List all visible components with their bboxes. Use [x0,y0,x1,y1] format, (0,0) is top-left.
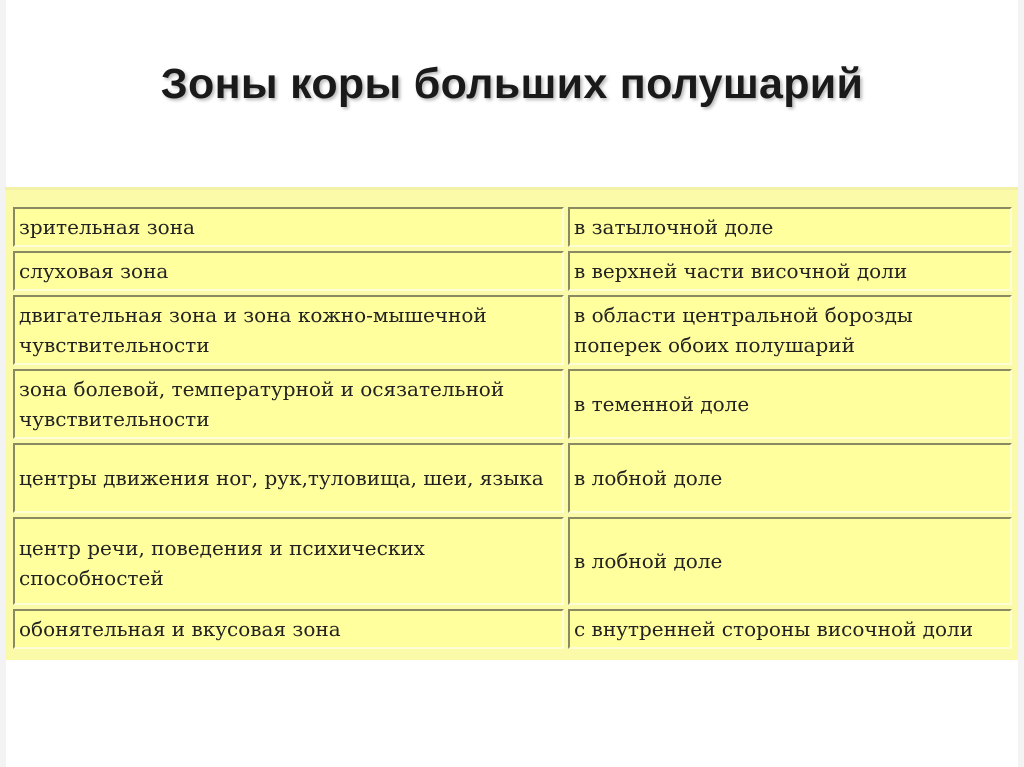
table-row [13,207,1012,247]
table-row [13,443,1012,513]
zone-cell: обонятельная и вкусовая зона [13,609,564,649]
table-container [5,187,1018,660]
table-row [13,517,1012,605]
location-cell: в лобной доле [568,443,1012,513]
zone-cell: зрительная зона [13,207,564,247]
location-cell: в теменной доле [568,369,1012,439]
table-row [13,369,1012,439]
location-cell: с внутренней стороны височной доли [568,609,1012,649]
location-cell: в верхней части височной доли [568,251,1012,291]
location-cell: в затылочной доле [568,207,1012,247]
table-row [13,251,1012,291]
cortex-zones-table [9,203,1016,653]
location-cell: в лобной доле [568,517,1012,605]
location-cell: в области центральной борозды поперек обоих полушарий [568,295,1012,365]
table-row [13,295,1012,365]
zone-cell: центры движения ног, рук,туловища, шеи, языка [13,443,564,513]
zone-cell: двигательная зона и зона кожно-мышечной чувствительности [13,295,564,365]
page-title: Зоны коры больших полушарий [160,60,864,108]
table-row [13,609,1012,649]
zone-cell: слуховая зона [13,251,564,291]
zone-cell: зона болевой, температурной и осязательной чувствительности [13,369,564,439]
zone-cell: центр речи, поведения и психических способностей [13,517,564,605]
